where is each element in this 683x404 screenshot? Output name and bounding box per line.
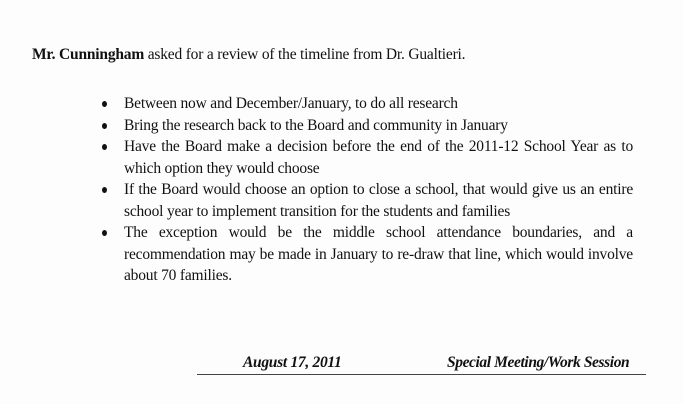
- footer-meeting-title: Special Meeting/Work Session: [447, 354, 630, 371]
- bullet-dot-icon: [102, 123, 107, 129]
- footer-date: August 17, 2011: [243, 354, 342, 371]
- bullet-dot-icon: [102, 101, 107, 107]
- list-item: [124, 222, 633, 287]
- list-item-text: Bring the research back to the Board and community in January: [124, 116, 508, 134]
- list-item: [124, 115, 633, 137]
- list-item: [124, 93, 633, 115]
- list-item: [124, 179, 633, 222]
- list-item-text: Between now and December/January, to do all research: [124, 95, 458, 112]
- list-item-text: If the Board would choose an option to close a school, that would give us an entire school year to implement transition for the students and families: [124, 181, 633, 220]
- list-item-text: Have the Board make a decision before the end of the 2011-12 School Year as to which option they would choose: [124, 138, 633, 177]
- bullet-dot-icon: [102, 230, 107, 236]
- list-item-text: The exception would be the middle school attendance boundaries, and a recommendation may be made in January to re-draw that line, which would involve about 70 families.: [124, 224, 633, 284]
- footer-divider: [197, 374, 646, 375]
- bullet-dot-icon: [102, 187, 107, 193]
- bullet-dot-icon: [102, 144, 107, 150]
- intro-paragraph: [32, 46, 465, 64]
- list-item: [124, 136, 633, 179]
- intro-text: asked for a review of the timeline from Dr. Gualtieri.: [144, 46, 466, 63]
- speaker-name: Mr. Cunningham: [32, 46, 145, 63]
- timeline-bullet-list: [124, 93, 633, 287]
